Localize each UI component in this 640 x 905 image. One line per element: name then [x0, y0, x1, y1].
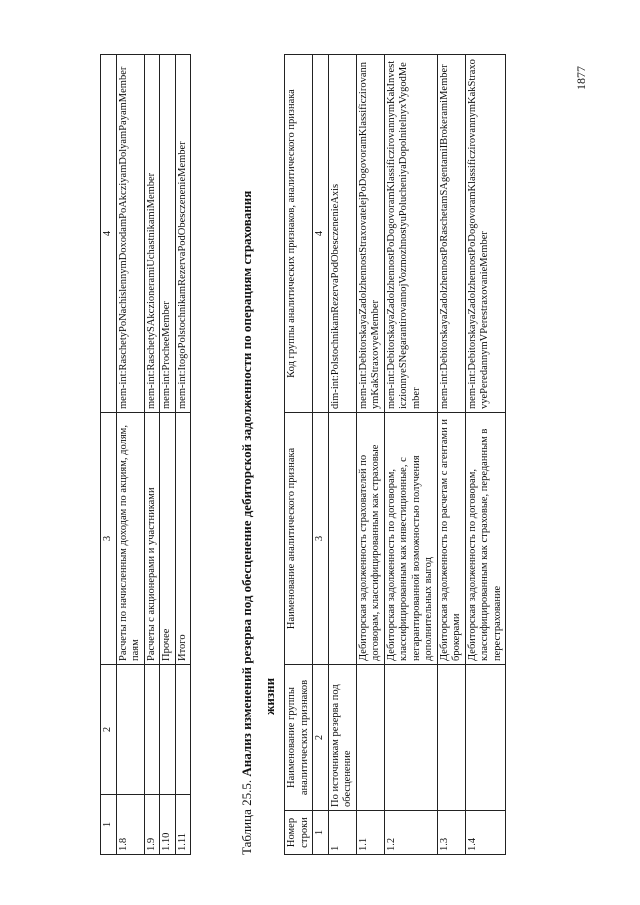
- attribute-name: Расчеты по начисленным доходам по акциям, долям, паям: [116, 413, 144, 665]
- table-cell: 4: [313, 55, 329, 413]
- attribute-code: dim-int:PolstochnikamRezervaPodObesczenenieAxis: [328, 55, 356, 413]
- analysis-table: [284, 54, 506, 855]
- table-number: Таблица 25.5.: [239, 779, 254, 855]
- attribute-name: Дебиторская задолженность страхователей по договорам, классифицированным как страховые: [356, 413, 384, 665]
- column-header: Наименование аналитического признака: [285, 413, 313, 665]
- table-row: [384, 55, 437, 855]
- attribute-code: mem-int:RaschetyPoNachislennymDoxodamPoAkcziyamDolyamPayamMember: [116, 55, 144, 413]
- table-cell: 3: [101, 413, 117, 665]
- row-number: 1.8: [116, 795, 144, 855]
- table-row: [465, 55, 506, 855]
- table-index-row: [101, 55, 117, 855]
- table-row: [328, 55, 356, 855]
- table-row: [116, 55, 144, 855]
- attribute-name: Дебиторская задолженность по договорам, классифицированным как инвестиционные, с негарантированной возможностью получения дополнительных выгод: [384, 413, 437, 665]
- table-row: [437, 55, 465, 855]
- row-number: 1.3: [437, 811, 465, 855]
- table-row: [356, 55, 384, 855]
- table-cell: 2: [313, 665, 329, 811]
- row-number: 1.10: [160, 795, 176, 855]
- table-caption: [238, 55, 256, 855]
- attribute-code: mem-int:DebitorskayaZadolzhennostPoRaschetamSAgentamiIBrokeramiMember: [437, 55, 465, 413]
- attribute-name: Расчеты с акционерами и участниками: [144, 413, 160, 665]
- table-row: [144, 55, 160, 855]
- table-cell: 1: [101, 795, 117, 855]
- row-number: 1.2: [384, 811, 437, 855]
- group-name: По источникам резерва под обесценение: [328, 665, 356, 811]
- attribute-name: [328, 413, 356, 665]
- continuation-table: [100, 54, 191, 855]
- attribute-code: mem-int:DebitorskayaZadolzhennostPoDogovoramKlassificzirovannymKakStraxovyePeredannymVPerestraxovanieMember: [465, 55, 506, 413]
- attribute-code: mem-int:DebitorskayaZadolzhennostStraxovatelejPoDogovoramKlassificzirovannymKakStraxovyeMember: [356, 55, 384, 413]
- group-name: [116, 665, 144, 795]
- table-cell: 2: [101, 665, 117, 795]
- table-row: [160, 55, 176, 855]
- table-title: Анализ изменений резерва под обесценение дебиторской задолженности по операциям страхования: [239, 190, 254, 777]
- table-cell: 4: [101, 55, 117, 413]
- row-number: 1: [328, 811, 356, 855]
- group-name: [144, 665, 160, 795]
- attribute-name: Итого: [175, 413, 191, 665]
- group-name: [465, 665, 506, 811]
- row-number: 1.11: [175, 795, 191, 855]
- attribute-name: Прочее: [160, 413, 176, 665]
- column-header: Код группы аналитических признаков, аналитического признака: [285, 55, 313, 413]
- group-name: [175, 665, 191, 795]
- table-cell: 3: [313, 413, 329, 665]
- group-name: [356, 665, 384, 811]
- attribute-code: mem-int:ProcheeMember: [160, 55, 176, 413]
- row-number: 1.1: [356, 811, 384, 855]
- table-cell: 1: [313, 811, 329, 855]
- row-number: 1.4: [465, 811, 506, 855]
- attribute-code: mem-int:DebitorskayaZadolzhennostPoDogovoramKlassificzirovannymKakInvesticzionnyeSNegarantirovannojVozmozhnostyuPolucheniyaDopolnitelnyxVygodMember: [384, 55, 437, 413]
- group-name: [160, 665, 176, 795]
- table-header-row: [285, 55, 313, 855]
- group-name: [437, 665, 465, 811]
- group-name: [384, 665, 437, 811]
- page-number: 1877: [574, 66, 588, 90]
- column-header: Наименование группы аналитических признаков: [285, 665, 313, 811]
- table-row: [175, 55, 191, 855]
- table-title-continuation: жизни: [262, 677, 277, 715]
- attribute-code: mem-int:ItogoPolstochnikamRezervaPodObesczenenieMember: [175, 55, 191, 413]
- attribute-code: mem-int:RaschetySAkczioneramiUchastnikamiMember: [144, 55, 160, 413]
- row-number: 1.9: [144, 795, 160, 855]
- table-index-row: [313, 55, 329, 855]
- attribute-name: Дебиторская задолженность по договорам, классифицированным как страховые, переданным в перестрахование: [465, 413, 506, 665]
- attribute-name: Дебиторская задолженность по расчетам с агентами и брокерами: [437, 413, 465, 665]
- column-header: Номер строки: [285, 811, 313, 855]
